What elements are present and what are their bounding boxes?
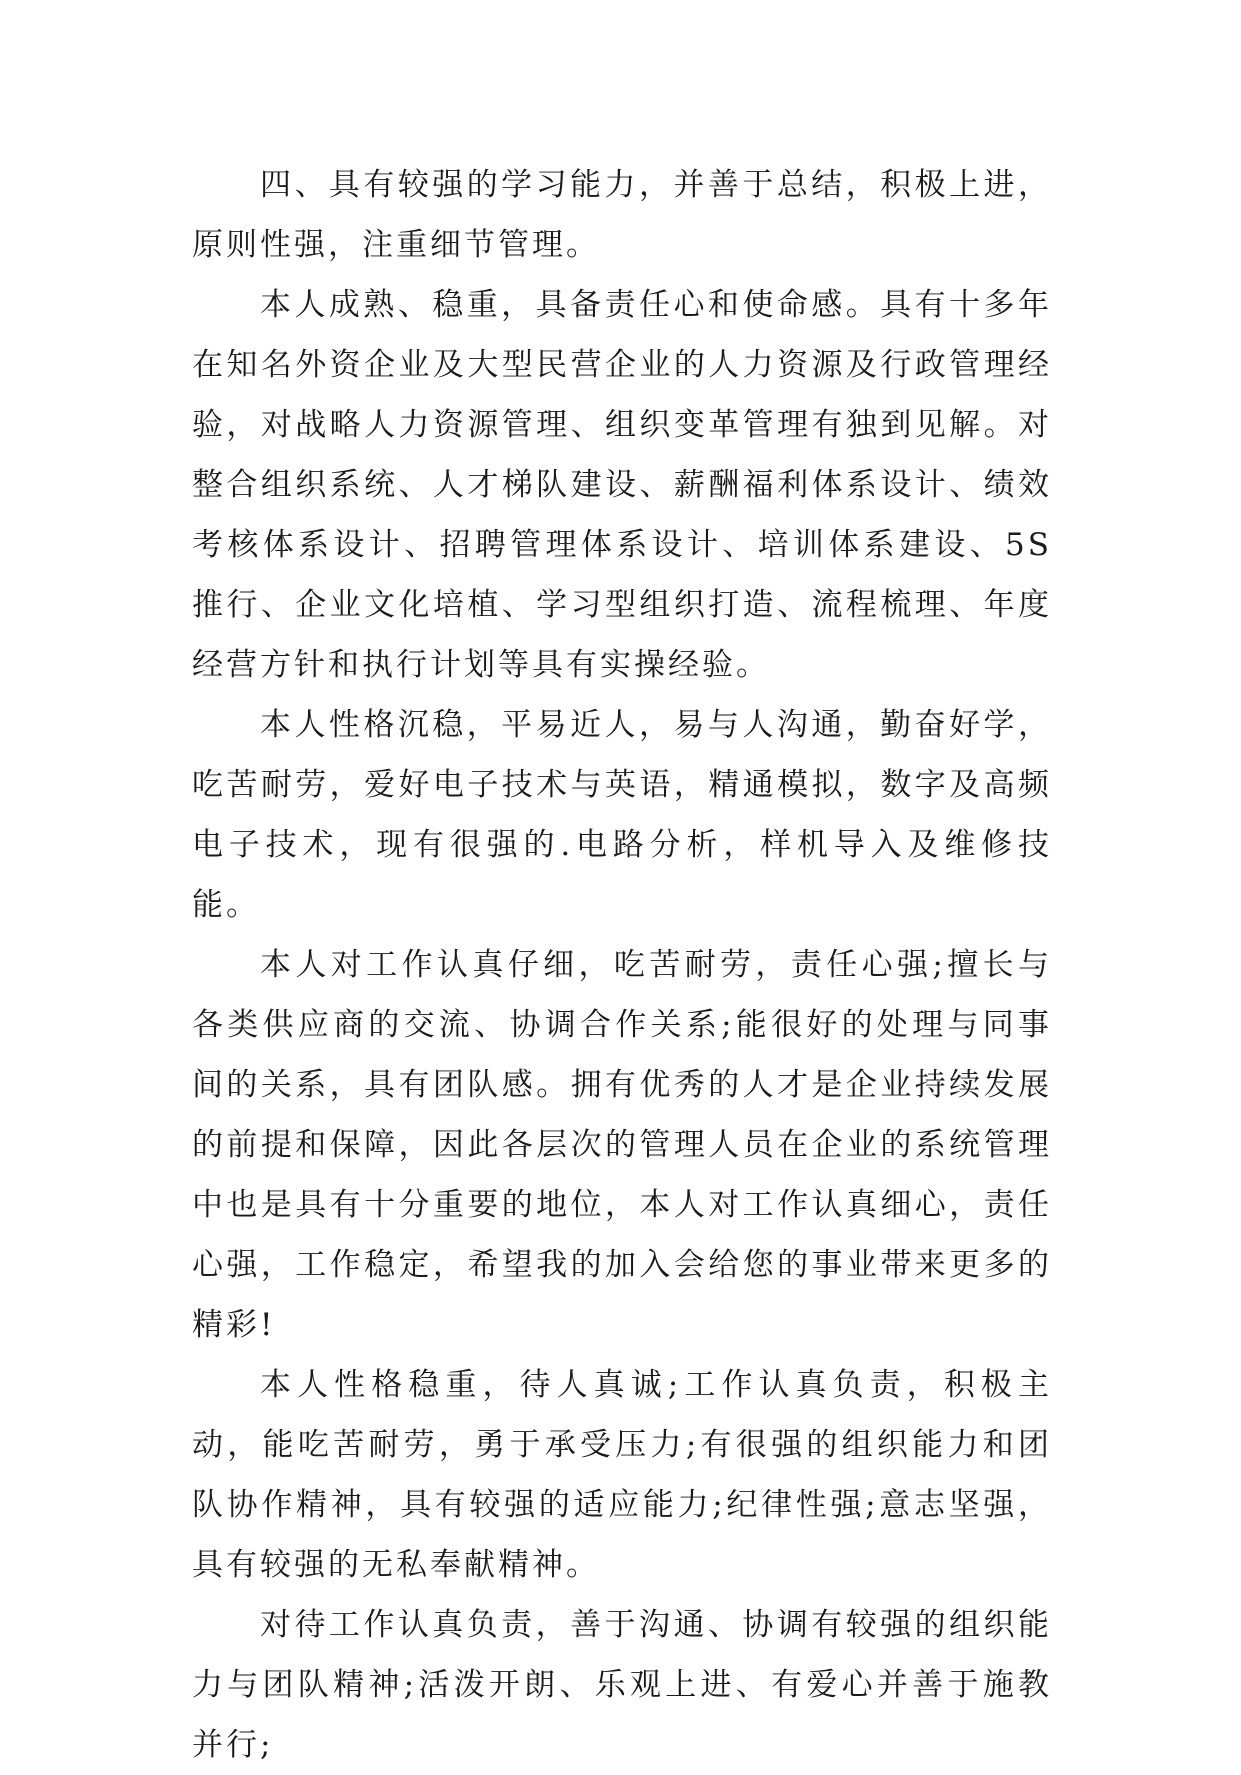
paragraph-work-attitude: 本人对工作认真仔细，吃苦耐劳，责任心强;擅长与各类供应商的交流、协调合作关系;能很好的处理与同事间的关系，具有团队感。拥有优秀的人才是企业持续发展的前提和保障，因此各层次的管理人员在企业的系统管理中也是具有十分重要的地位，本人对工作认真细心，责任心强，工作稳定，希望我的加入会给您的事业带来更多的精彩! [192, 947, 1052, 1343]
paragraph-hr-experience: 本人成熟、稳重，具备责任心和使命感。具有十多年在知名外资企业及大型民营企业的人力资源及行政管理经验，对战略人力资源管理、组织变革管理有独到见解。对整合组织系统、人才梯队建设、薪酬福利体系设计、绩效考核体系设计、招聘管理体系设计、培训体系建设、5S 推行、企业文化培植、学习型组织打造、流程梳理、年度经营方针和执行计划等具有实操经验。 [192, 287, 1052, 683]
paragraph-teamwork: 对待工作认真负责，善于沟通、协调有较强的组织能力与团队精神;活泼开朗、乐观上进、有爱心并善于施教并行; [192, 1607, 1052, 1763]
paragraph-learning-ability: 四、具有较强的学习能力，并善于总结，积极上进，原则性强，注重细节管理。 [192, 167, 1052, 263]
paragraph-electronics-skills: 本人性格沉稳，平易近人，易与人沟通，勤奋好学，吃苦耐劳，爱好电子技术与英语，精通模拟，数字及高频电子技术，现有很强的.电路分析，样机导入及维修技能。 [192, 707, 1052, 923]
document-body [192, 155, 1052, 1775]
paragraph-personality: 本人性格稳重，待人真诚;工作认真负责，积极主动，能吃苦耐劳，勇于承受压力;有很强的组织能力和团队协作精神，具有较强的适应能力;纪律性强;意志坚强，具有较强的无私奉献精神。 [192, 1367, 1052, 1583]
